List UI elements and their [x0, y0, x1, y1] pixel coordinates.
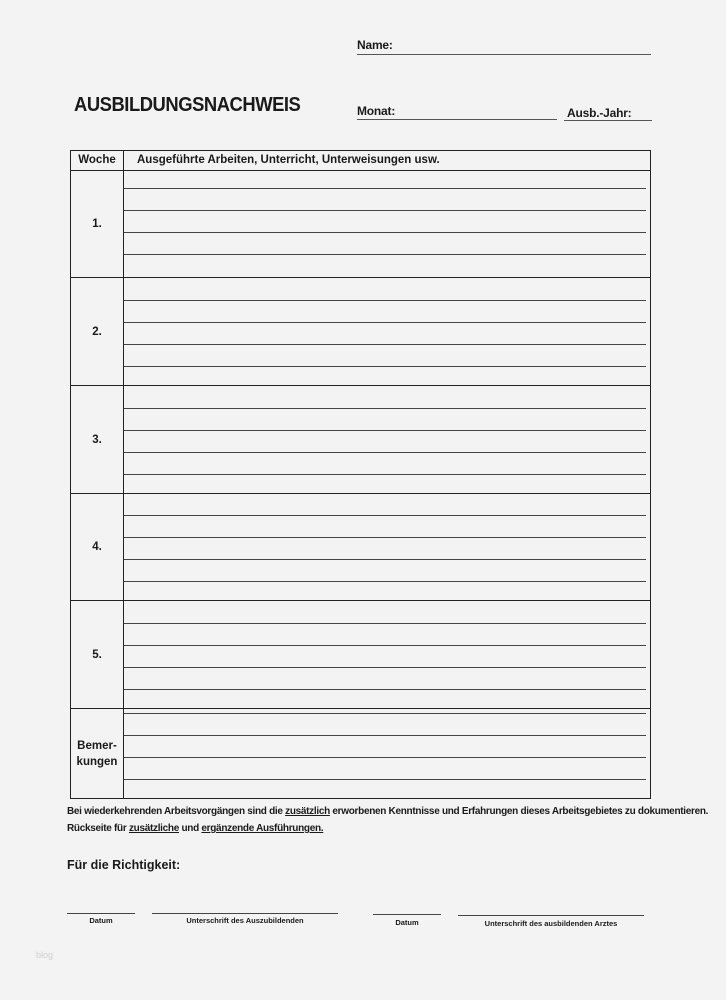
entry-line[interactable]	[124, 735, 646, 736]
entry-line[interactable]	[124, 757, 646, 758]
instruction-note-1	[67, 806, 708, 817]
entry-line[interactable]	[124, 452, 646, 453]
note-emphasis: ergänzende Ausführungen.	[201, 823, 324, 834]
monat-field-line[interactable]	[357, 119, 557, 120]
week-block-1	[71, 170, 650, 278]
table-header	[71, 151, 650, 171]
entry-line[interactable]	[124, 408, 646, 409]
week-block-3	[71, 386, 650, 494]
entry-line[interactable]	[124, 559, 646, 560]
doctor-signature-caption: Unterschrift des ausbildenden Arztes	[484, 919, 618, 928]
note-text: Bei wiederkehrenden Arbeitsvorgängen sind die	[67, 806, 286, 817]
note-emphasis: zusätzliche	[128, 823, 179, 834]
remarks-block	[71, 709, 650, 798]
column-header-woche: Woche	[71, 151, 124, 170]
doctor-signature-line[interactable]	[458, 915, 644, 916]
note-text: und	[179, 823, 202, 834]
entry-line[interactable]	[124, 667, 646, 668]
date-signature-line-1[interactable]	[67, 913, 135, 914]
entry-line[interactable]	[124, 515, 646, 516]
note-text: Rückseite für	[67, 823, 129, 834]
week-number: 1.	[71, 170, 124, 277]
date-caption-1: Datum	[89, 916, 113, 925]
entry-line[interactable]	[124, 430, 646, 431]
name-field-line[interactable]	[357, 54, 651, 55]
monat-label: Monat:	[357, 104, 396, 118]
column-header-arbeiten: Ausgeführte Arbeiten, Unterricht, Unterweisungen usw.	[137, 154, 440, 166]
entry-line[interactable]	[124, 645, 646, 646]
watermark-text: blog	[36, 950, 54, 960]
instruction-note-2	[67, 823, 323, 834]
ausb-jahr-label: Ausb.-Jahr:	[567, 106, 632, 120]
week-block-2	[71, 278, 650, 386]
entry-line[interactable]	[124, 779, 646, 780]
entry-line[interactable]	[124, 366, 646, 367]
entry-line[interactable]	[124, 581, 646, 582]
note-emphasis: zusätzlich	[285, 806, 330, 817]
week-number: 3.	[71, 386, 124, 493]
trainee-signature-caption: Unterschrift des Auszubildenden	[186, 916, 304, 925]
entry-line[interactable]	[124, 322, 646, 323]
trainee-signature-line[interactable]	[152, 913, 338, 914]
week-number: 5.	[71, 601, 124, 708]
name-label: Name:	[357, 38, 393, 52]
entry-line[interactable]	[124, 188, 646, 189]
entry-line[interactable]	[124, 689, 646, 690]
week-block-4	[71, 494, 650, 601]
training-record-table	[70, 150, 651, 799]
entry-line[interactable]	[124, 300, 646, 301]
week-number: 4.	[71, 494, 124, 600]
entry-line[interactable]	[124, 537, 646, 538]
entry-line[interactable]	[124, 623, 646, 624]
entry-line[interactable]	[124, 210, 646, 211]
entry-line[interactable]	[124, 254, 646, 255]
remarks-label: Bemer- kungen	[71, 709, 124, 798]
week-number: 2.	[71, 278, 124, 385]
date-signature-line-2[interactable]	[373, 914, 441, 915]
note-text: erworbenen Kenntnisse und Erfahrungen dieses Arbeitsgebietes zu dokumentieren.	[329, 806, 709, 817]
entry-line[interactable]	[124, 713, 646, 714]
date-caption-2: Datum	[395, 918, 419, 927]
entry-line[interactable]	[124, 344, 646, 345]
entry-line[interactable]	[124, 232, 646, 233]
richtigkeit-label: Für die Richtigkeit:	[67, 858, 181, 872]
ausb-jahr-field-line[interactable]	[564, 120, 652, 121]
document-title: AUSBILDUNGSNACHWEIS	[74, 94, 301, 116]
week-block-5	[71, 601, 650, 709]
entry-line[interactable]	[124, 474, 646, 475]
